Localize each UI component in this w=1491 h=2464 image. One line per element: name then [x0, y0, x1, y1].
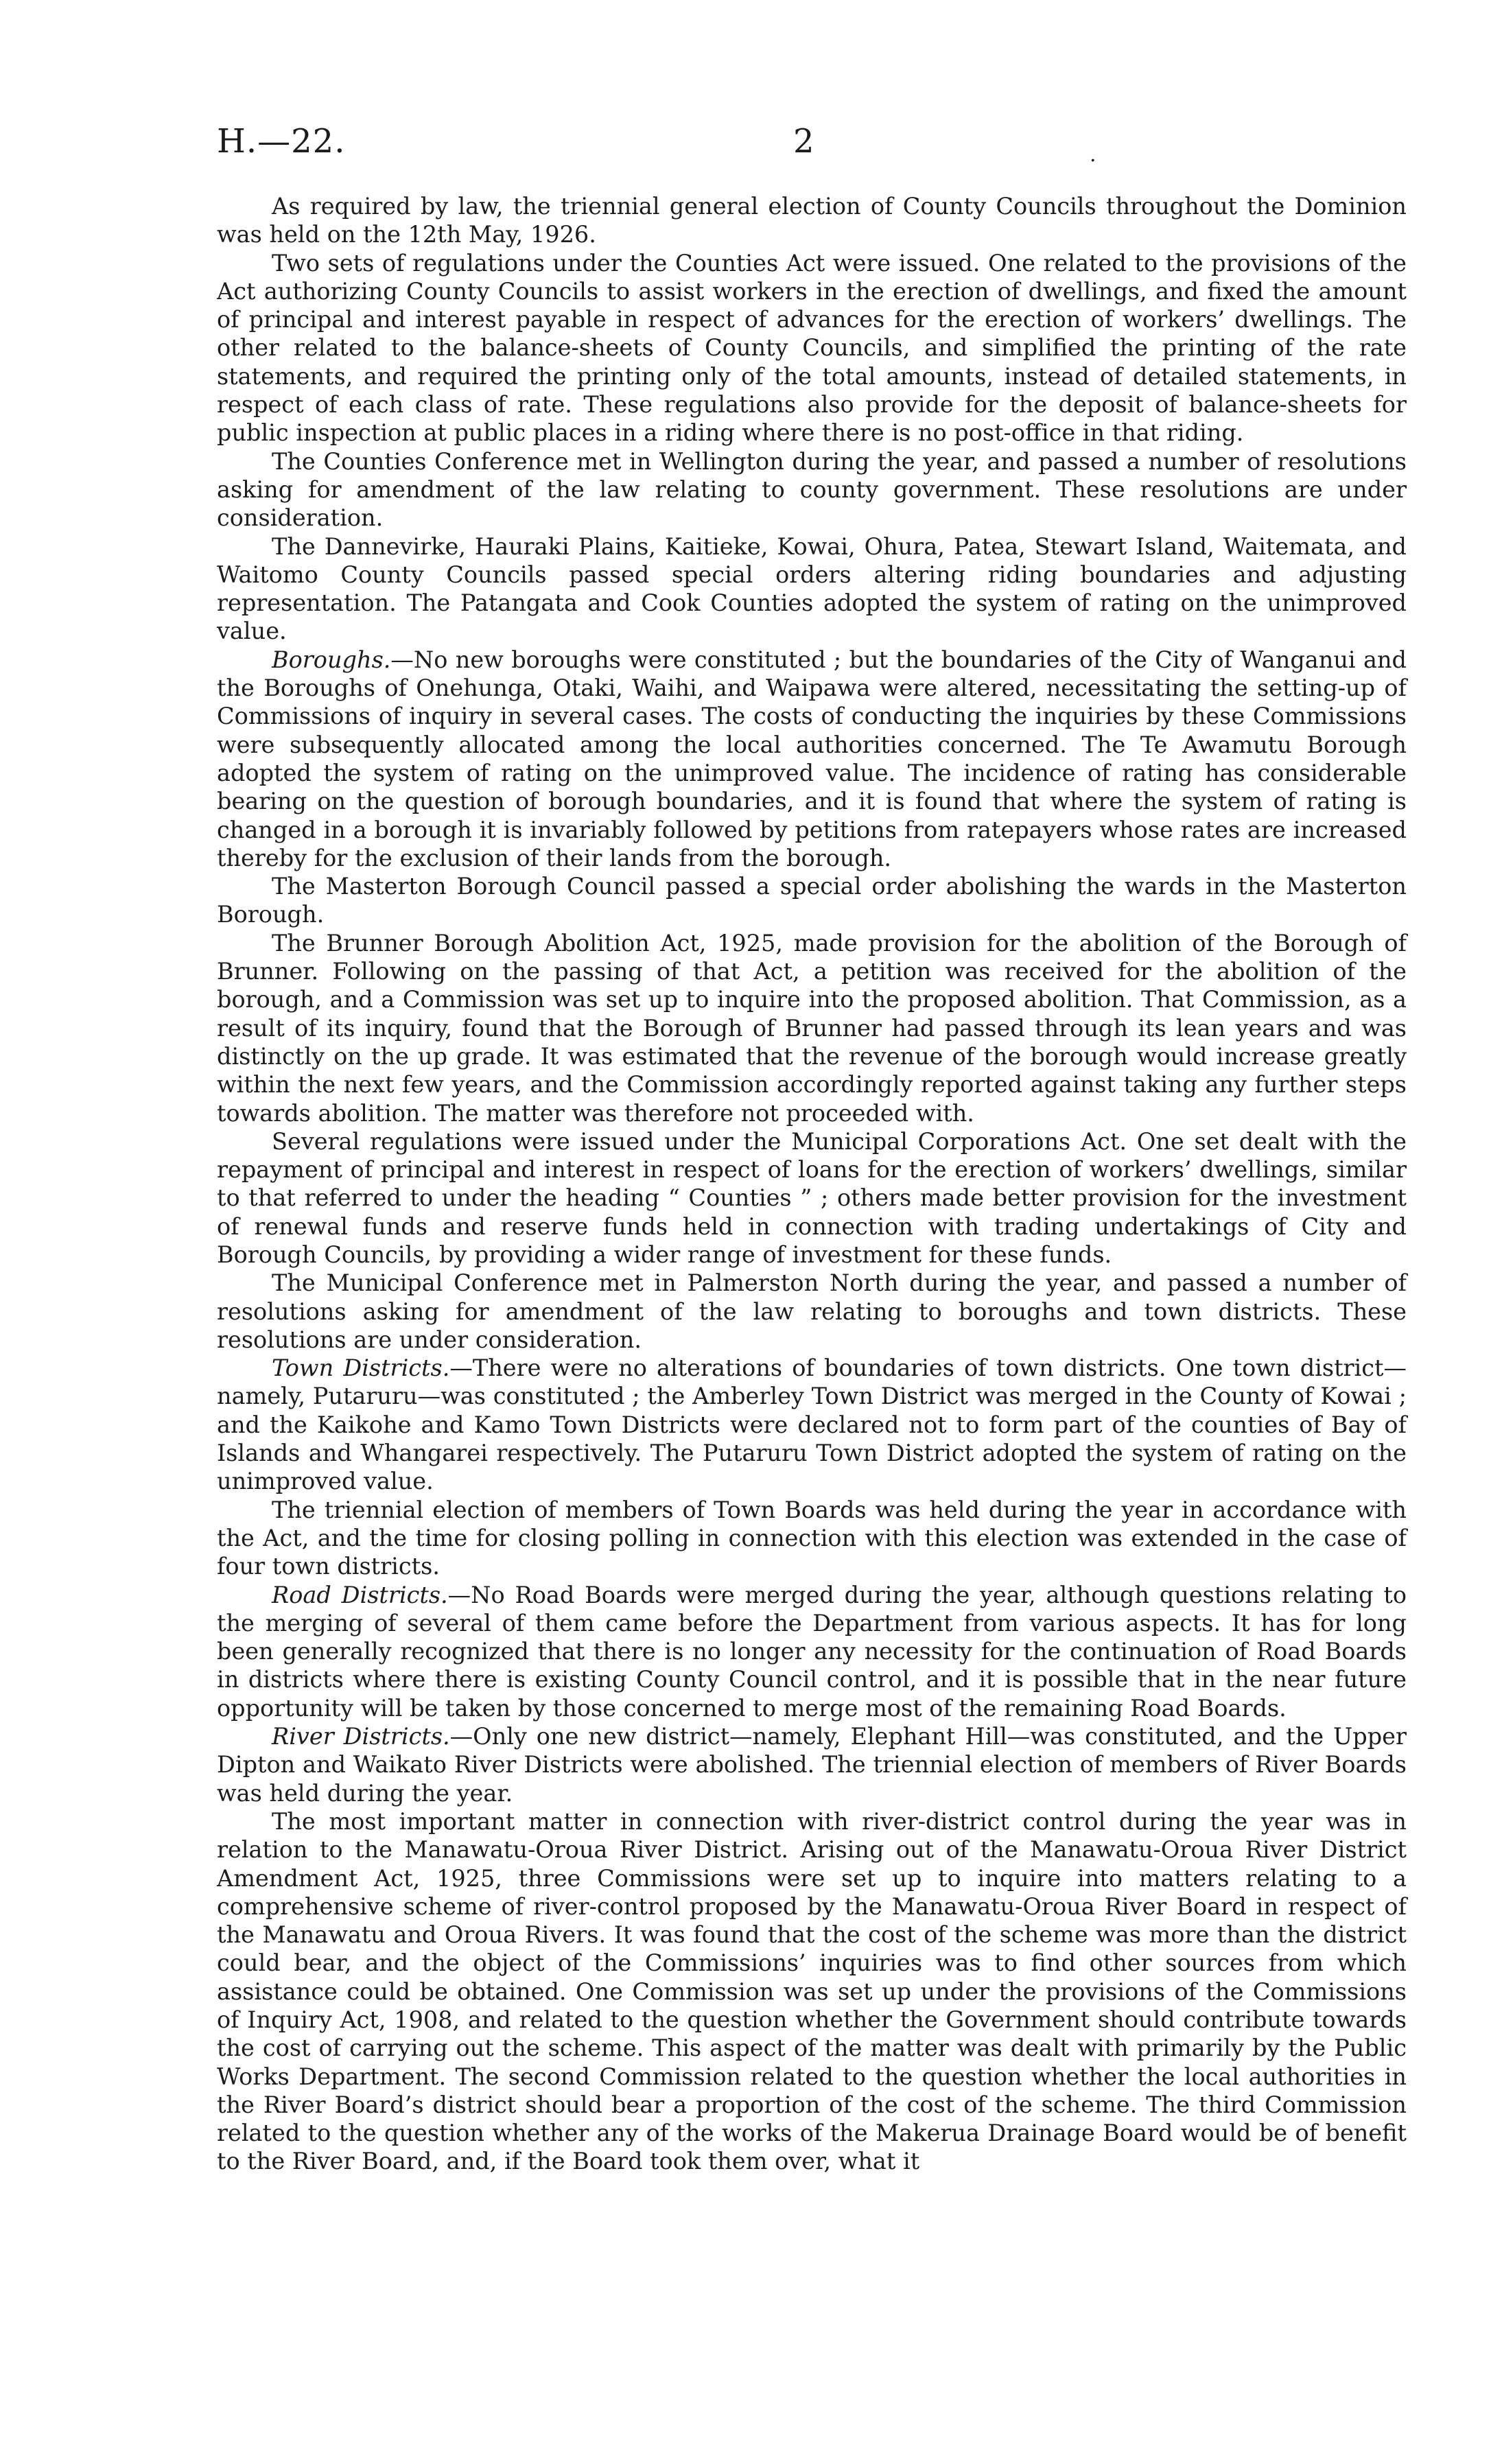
paragraph-manawatu-oroua: [217, 1807, 1407, 2176]
page-number: 2: [793, 122, 814, 161]
paragraph-river-districts: [217, 1722, 1407, 1807]
paragraph-town-boards-election: [217, 1496, 1407, 1581]
paragraph-town-districts: [217, 1354, 1407, 1495]
paragraph-county-elections: [217, 192, 1407, 249]
paragraph-municipal-regulations: [217, 1127, 1407, 1269]
header-mark: .: [1090, 143, 1096, 167]
paragraph-riding-boundaries: [217, 532, 1407, 646]
paragraph-text: —No new boroughs were constituted ; but the boundaries of the City of Wanganui and the Boroughs of Onehunga, Otaki, Waihi, and Waipawa were altered, necessitating the setting-up of Commissions of inquiry in several cases. The costs of conducting the inquiries by these Commissions were subsequently allocated among the local authorities concerned. The Te Awamutu Borough adopted the system of rating on the unimproved value. The incidence of rating has considerable bearing on the question of borough boundaries, and it is found that where the system of rating is changed in a borough it is invariably followed by petitions from ratepayers whose rates are increased thereby for the exclusion of their lands from the borough.: [217, 646, 1407, 871]
page-header: [217, 122, 1452, 170]
paragraph-text: Two sets of regulations under the Counties Act were issued. One related to the provisions of the Act authorizing County Councils to assist workers in the erection of dwellings, and fixed the amount of principal and interest payable in respect of advances for the erection of workers’ dwellings. The other related to the balance-sheets of County Councils, and simplified the printing of the rate statements, and required the printing only of the total amounts, instead of detailed statements, in respect of each class of rate. These regulations also provide for the deposit of balance-sheets for public inspection at public places in a riding where there is no post-office in that riding.: [217, 249, 1407, 447]
paragraph-text: The triennial election of members of Town Boards was held during the year in accordance with the Act, and the time for closing polling in connection with this election was extended in the case of four town districts.: [217, 1496, 1407, 1580]
paragraph-masterton: [217, 872, 1407, 929]
paragraph-municipal-conference: [217, 1269, 1407, 1354]
side-heading-boroughs: Boroughs.: [272, 646, 391, 673]
paragraph-text: Several regulations were issued under the Municipal Corporations Act. One set dealt with the repayment of principal and interest in respect of loans for the erection of workers’ dwellings, similar to that referred to under the heading “ Counties ” ; others made better provision for the investment of renewal funds and reserve funds held in connection with trading undertakings of City and Borough Councils, by providing a wider range of investment for these funds.: [217, 1127, 1407, 1268]
body-text: [217, 192, 1407, 2176]
paragraph-text: The Counties Conference met in Wellington during the year, and passed a number of resolutions asking for amendment of the law relating to county government. These resolutions are under consideration.: [217, 447, 1407, 532]
side-heading-town-districts: Town Districts.: [272, 1354, 450, 1382]
paragraph-text: —There were no alterations of boundaries of town districts. One town district—namely, Putaruru—was constituted ; the Amberley Town District was merged in the County of Kowai ; and the Kaikohe and Kamo Town Districts were declared not to form part of the counties of Bay of Islands and Whangarei respectively. The Putaruru Town District adopted the system of rating on the unimproved value.: [217, 1354, 1407, 1495]
paragraph-counties-conference: [217, 447, 1407, 532]
paragraph-text: The Brunner Borough Abolition Act, 1925, made provision for the abolition of the Borough of Brunner. Following on the passing of that Act, a petition was received for the abolition of the borough, and a Commission was set up to inquire into the proposed abolition. That Commission, as a result of its inquiry, found that the Borough of Brunner had passed through its lean years and was distinctly on the up grade. It was estimated that the revenue of the borough would increase greatly within the next few years, and the Commission accordingly reported against taking any further steps towards abolition. The matter was therefore not proceeded with.: [217, 929, 1407, 1127]
side-heading-river-districts: River Districts.: [272, 1723, 450, 1750]
paragraph-text: —No Road Boards were merged during the year, although questions relating to the merging of several of them came before the Department from various aspects. It has for long been generally recognized that there is no longer any necessity for the continuation of Road Boards in districts where there is existing County Council control, and it is possible that in the near future opportunity will be taken by those concerned to merge most of the remaining Road Boards.: [217, 1581, 1407, 1722]
paragraph-text: The Masterton Borough Council passed a special order abolishing the wards in the Masterton Borough.: [217, 873, 1407, 928]
side-heading-road-districts: Road Districts.: [272, 1581, 448, 1608]
paragraph-text: The Dannevirke, Hauraki Plains, Kaitieke, Kowai, Ohura, Patea, Stewart Island, Waitemata, and Waitomo County Councils passed special orders altering riding boundaries and adjusting representation. The Patangata and Cook Counties adopted the system of rating on the unimproved value.: [217, 532, 1407, 645]
paragraph-road-districts: [217, 1581, 1407, 1722]
paragraph-text: The most important matter in connection with river-district control during the year was in relation to the Manawatu-Oroua River District. Arising out of the Manawatu-Oroua River District Amendment Act, 1925, three Commissions were set up to inquire into matters relating to a comprehensive scheme of river-control proposed by the Manawatu-Oroua River Board in respect of the Manawatu and Oroua Rivers. It was found that the cost of the scheme was more than the district could bear, and the object of the Commissions’ inquiries was to find other sources from which assistance could be obtained. One Commission was set up under the provisions of the Commissions of Inquiry Act, 1908, and related to the question whether the Government should contribute towards the cost of carrying out the scheme. This aspect of the matter was dealt with primarily by the Public Works Department. The second Commission related to the question whether the local authorities in the River Board’s district should bear a proportion of the cost of the scheme. The third Commission related to the question whether any of the works of the Makerua Drainage Board would be of benefit to the River Board, and, if the Board took them over, what it: [217, 1807, 1407, 2175]
paragraph-text: —Only one new district—namely, Elephant Hill—was constituted, and the Upper Dipton and Waikato River Districts were abolished. The triennial election of members of River Boards was held during the year.: [217, 1723, 1407, 1807]
paragraph-text: The Municipal Conference met in Palmerston North during the year, and passed a number of resolutions asking for amendment of the law relating to boroughs and town districts. These resolutions are under consideration.: [217, 1269, 1407, 1353]
paragraph-text: As required by law, the triennial general election of County Councils throughout the Dominion was held on the 12th May, 1926.: [217, 193, 1407, 248]
paragraph-counties-regulations: [217, 249, 1407, 447]
document-reference: H.—22.: [217, 122, 346, 161]
paragraph-boroughs: [217, 646, 1407, 872]
paragraph-brunner: [217, 929, 1407, 1127]
